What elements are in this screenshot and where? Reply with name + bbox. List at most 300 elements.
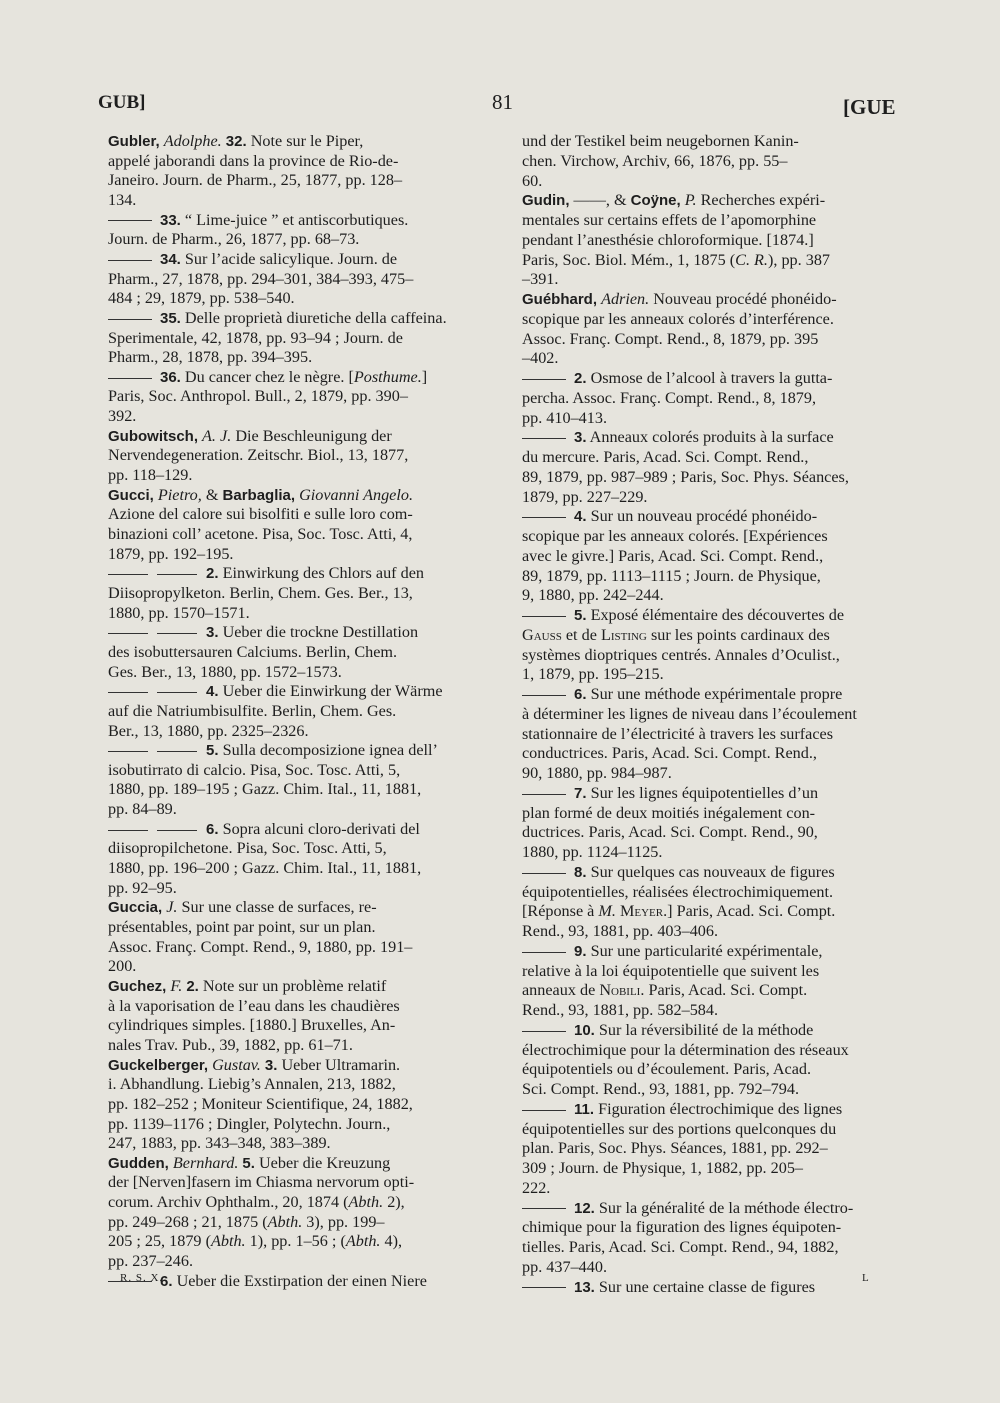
ditto-dash [108, 368, 160, 386]
bold-heading: 6. [574, 686, 587, 703]
text-line [522, 546, 823, 566]
text-line [522, 1059, 811, 1079]
ditto-dash [108, 250, 160, 268]
bold-heading: 3. [264, 1056, 278, 1074]
text-span: Paris, Acad. Sci. Compt. [644, 981, 808, 1000]
text-line [522, 1158, 803, 1178]
italic-text: M. [598, 902, 616, 921]
text-line [522, 1217, 841, 1237]
text-line [108, 799, 177, 819]
text-span: Sur l’acide salicylique. Journ. de [180, 249, 398, 268]
text-span: Assoc. Franç. Compt. Rend., 8, 1879, pp. 395 [522, 329, 819, 348]
text-line [522, 961, 819, 981]
ditto-dash [522, 1100, 574, 1118]
text-span: mentales sur certains effets de l’apomorphine [522, 211, 817, 229]
text-line [522, 1237, 839, 1257]
text-span: 4), [380, 1232, 403, 1251]
text-span: 222. [522, 1178, 551, 1197]
text-span: du mercure. Paris, Acad. Sci. Compt. Rend., [522, 448, 809, 466]
text-line [522, 427, 834, 448]
text-line [108, 347, 312, 367]
ditto-dash [108, 682, 206, 700]
text-span: pp. 118–129. [108, 466, 193, 485]
text-line [108, 504, 413, 524]
text-line [108, 1055, 400, 1076]
text-line [108, 288, 295, 308]
text-span: ] [421, 367, 428, 386]
text-span: 247, 1883, pp. 343–348, 383–389. [108, 1134, 331, 1153]
bold-heading: 35. [160, 309, 181, 327]
text-line [522, 605, 844, 626]
text-span: & [201, 485, 223, 504]
text-line [522, 822, 818, 842]
text-span: pp. 437–440. [522, 1257, 607, 1276]
ditto-dash [108, 564, 206, 582]
bold-heading: 2. [574, 370, 587, 387]
bold-heading: 4. [206, 683, 219, 701]
bold-heading: 3. [574, 429, 587, 447]
text-span: Note sur le Piper, [246, 132, 364, 150]
text-line [108, 563, 424, 584]
text-line [108, 721, 309, 741]
text-line [108, 701, 396, 721]
text-line [522, 862, 835, 883]
text-span: Recherches expéri- [696, 191, 826, 210]
text-line [108, 603, 250, 623]
ditto-dash [522, 606, 574, 624]
text-span: 89, 1879, pp. 1113–1115 ; Journ. de Physique, [522, 566, 821, 585]
text-line [108, 1212, 385, 1232]
text-span: 1), pp. 1–56 ; ( [245, 1232, 346, 1251]
text-line [522, 921, 718, 941]
footer-sheet-letter: L [862, 1272, 870, 1284]
text-line [108, 1074, 396, 1094]
text-line [108, 1251, 193, 1271]
text-line [522, 388, 816, 408]
text-line [108, 642, 397, 662]
text-span: conductrices. Paris, Acad. Sci. Compt. Rend., [522, 744, 817, 763]
text-line [108, 1231, 402, 1251]
text-span: à la vaporisation de l’eau dans les chaudières [108, 996, 400, 1015]
text-line [108, 1094, 413, 1114]
bold-heading: 13. [574, 1278, 595, 1296]
bold-heading: Gubowitsch, [108, 427, 198, 445]
text-span: Assoc. Franç. Compt. Rend., 9, 1880, pp. 191– [108, 937, 413, 956]
ditto-dash [522, 863, 574, 881]
text-line [108, 956, 136, 976]
text-line [522, 684, 842, 705]
text-span: 2), [383, 1193, 405, 1212]
text-line [108, 760, 400, 780]
text-line [108, 1192, 405, 1212]
text-line [522, 289, 837, 310]
text-line [522, 1257, 607, 1277]
text-line [522, 704, 857, 724]
italic-text: P. [684, 191, 697, 210]
text-span: Sur une certaine classe de figures [594, 1277, 816, 1296]
text-span: Rend., 93, 1881, pp. 403–406. [522, 922, 719, 940]
text-line [108, 838, 387, 858]
text-span: 309 ; Journ. de Physique, 1, 1882, pp. 205– [522, 1159, 804, 1177]
text-span: appelé jaborandi dans la province de Rio-de- [108, 151, 399, 170]
text-line [522, 1099, 842, 1120]
small-caps-name: Listing [600, 625, 647, 644]
text-span: 9, 1880, pp. 242–244. [522, 586, 664, 605]
text-line [522, 1198, 853, 1219]
text-span: 89, 1879, pp. 987–989 ; Paris, Soc. Phys. Séances, [522, 467, 849, 486]
text-span: scopique par les anneaux colorés d’interférence. [522, 309, 834, 328]
text-span: 1879, pp. 192–195. [108, 544, 234, 563]
text-span: 1880, pp. 189–195 ; Gazz. Chim. Ital., 11, 1881, [108, 780, 422, 799]
text-line [522, 368, 832, 389]
text-span: électrochimique pour la détermination des réseaux [522, 1040, 849, 1059]
text-line [522, 803, 815, 823]
text-span: Ueber Ultramarin. [277, 1055, 401, 1074]
text-span: 1, 1879, pp. 195–215. [522, 665, 664, 684]
text-span: diisopropilchetone. Pisa, Soc. Tosc. Atti, 5, [108, 839, 387, 858]
text-line [522, 842, 662, 862]
italic-text: Pietro, [157, 485, 202, 504]
text-line [108, 819, 420, 840]
text-line [108, 1133, 331, 1153]
text-span: ductrices. Paris, Acad. Sci. Compt. Rend., 90, [522, 823, 818, 842]
text-span: isobutirrato di calcio. Pisa, Soc. Tosc. Atti, 5, [108, 760, 401, 779]
text-span: plan formé de deux moitiés inégalement con- [522, 803, 816, 822]
text-span: pp. 84–89. [108, 800, 177, 819]
text-line [522, 210, 816, 230]
bold-heading: 33. [160, 211, 181, 229]
text-span: Einwirkung des Chlors auf den [218, 564, 424, 583]
text-line [522, 1020, 813, 1041]
text-line [522, 585, 664, 605]
text-line [108, 445, 408, 465]
text-line [522, 131, 799, 151]
ditto-dash [522, 1021, 574, 1039]
bold-heading: Coÿne, [630, 192, 681, 210]
text-span: et de [561, 625, 601, 644]
text-span: sur les points cardinaux des [646, 625, 830, 644]
text-span: présentables, point par point, sur un plan. [108, 918, 376, 936]
text-line [108, 269, 413, 289]
text-line [108, 1015, 395, 1035]
bold-heading: 7. [574, 784, 587, 802]
text-line [108, 1035, 353, 1055]
italic-text: Gustav. [212, 1055, 261, 1074]
text-line [108, 858, 421, 878]
text-line [108, 740, 438, 761]
text-line [522, 506, 817, 527]
ditto-dash [522, 1278, 574, 1296]
text-line [522, 1138, 828, 1158]
bold-heading: 12. [574, 1199, 595, 1217]
text-line [522, 190, 825, 211]
text-span: 3), pp. 199– [302, 1212, 385, 1231]
italic-text: Abth. [267, 1212, 303, 1231]
text-span: à déterminer les lignes de niveau dans l’écoulement [522, 704, 857, 723]
text-span: 200. [108, 957, 137, 976]
bold-heading: Guébhard, [522, 291, 598, 308]
text-span: Diisopropylketon. Berlin, Chem. Ges. Ber., 13, [108, 583, 413, 602]
italic-text: Posthume. [353, 367, 422, 386]
italic-text: Bernhard. [172, 1153, 239, 1172]
small-caps-name: Meyer. [620, 902, 668, 921]
text-span: und der Testikel beim neugebornen Kanin- [522, 132, 799, 150]
ditto-dash [522, 685, 574, 703]
bold-heading: 3. [206, 624, 219, 642]
text-span: Sulla decomposizione ignea dell’ [218, 741, 438, 760]
text-span: Paris, Soc. Biol. Mém., 1, 1875 ( [522, 250, 736, 269]
text-line [108, 465, 192, 485]
text-line [108, 1172, 414, 1192]
bold-heading: 5. [242, 1154, 255, 1172]
text-span: 484 ; 29, 1879, pp. 538–540. [108, 289, 295, 308]
ditto-dash [522, 428, 574, 446]
text-span: pp. 182–252 ; Moniteur Scientifique, 24, 1882, [108, 1094, 413, 1113]
text-line [108, 681, 443, 702]
text-line [522, 348, 558, 368]
header-left: GUB] [98, 92, 146, 113]
text-line [108, 622, 418, 643]
text-line [108, 897, 377, 918]
text-span: Exposé élémentaire des découvertes de [586, 606, 845, 624]
bold-heading: 5. [574, 607, 587, 624]
text-span: Die Beschleunigung der [231, 426, 392, 445]
bold-heading: 36. [160, 368, 181, 386]
text-line [108, 151, 398, 171]
text-span: corum. Archiv Ophthalm., 20, 1874 ( [108, 1193, 349, 1212]
text-span: Delle proprietà diuretiche della caffeina. [180, 308, 447, 327]
text-span: Pharm., 27, 1878, pp. 294–301, 384–393, 475– [108, 269, 414, 288]
text-line [522, 329, 818, 349]
bold-heading: Gubler, [108, 133, 160, 150]
text-line [108, 328, 403, 348]
italic-text: Adrien. [601, 290, 650, 308]
text-span: équipotentiels ou d’écoulement. Paris, Acad. [522, 1060, 812, 1079]
text-span: ), pp. 387 [767, 250, 831, 269]
text-span: Sur la réversibilité de la méthode [594, 1020, 814, 1039]
text-span: anneaux de [522, 981, 600, 1000]
bold-heading: 9. [574, 942, 587, 960]
italic-text: Giovanni Angelo. [299, 485, 413, 504]
bold-heading: Barbaglia, [222, 486, 296, 504]
text-line [108, 1114, 390, 1134]
text-line [522, 664, 664, 684]
text-span: Pharm., 28, 1878, pp. 394–395. [108, 348, 313, 367]
ditto-dash [108, 741, 206, 759]
bold-heading: 4. [574, 508, 587, 526]
text-span: Ber., 13, 1880, pp. 2325–2326. [108, 721, 309, 740]
ditto-dash [522, 369, 574, 387]
text-span: scopique par les anneaux colorés. [Expériences [522, 527, 828, 545]
text-span: stationnaire de l’électricité à travers les surfaces [522, 724, 834, 743]
text-line [108, 308, 447, 329]
text-span: pendant l’anesthésie chloroformique. [1874.] [522, 230, 814, 249]
text-line [108, 544, 233, 564]
text-line [522, 783, 818, 804]
text-line [108, 210, 408, 231]
text-line [522, 487, 647, 507]
text-span: des isobuttersauren Calciums. Berlin, Chem. [108, 642, 398, 661]
text-span: tielles. Paris, Acad. Sci. Compt. Rend., 94, 1882, [522, 1238, 839, 1256]
text-span: –402. [522, 349, 559, 368]
bold-heading: 10. [574, 1021, 595, 1039]
bold-heading: Guchez, [108, 977, 167, 995]
bold-heading: 8. [574, 863, 587, 881]
text-line [522, 230, 814, 250]
text-line [108, 190, 136, 210]
text-span: 1880, pp. 1570–1571. [108, 603, 250, 622]
italic-text: A. J. [202, 426, 232, 445]
footer-signature: R. S. X. [120, 1272, 164, 1284]
small-caps-name: Nobili. [599, 981, 645, 1000]
text-line [522, 408, 607, 428]
italic-text: Abth. [345, 1232, 381, 1251]
bold-heading: Guckelberger, [108, 1056, 209, 1074]
text-span: Sperimentale, 42, 1878, pp. 93–94 ; Journ. de [108, 328, 403, 347]
text-line [522, 941, 822, 962]
bold-heading: Gudin, [522, 192, 570, 210]
text-line [108, 779, 421, 799]
text-span: binazioni coll’ acetone. Pisa, Soc. Tosc. Atti, 4, [108, 525, 413, 543]
text-span: relative à la loi équipotentielle que suivent les [522, 961, 820, 980]
text-span: Sur une particularité expérimentale, [586, 941, 823, 960]
text-span: équipotentielles, réalisées électrochimiquement. [522, 882, 834, 901]
text-line [108, 662, 342, 682]
text-line [108, 583, 413, 603]
text-line [108, 878, 177, 898]
text-span: équipotentielles sur des portions quelconques du [522, 1119, 837, 1138]
text-line [108, 170, 402, 190]
text-line [108, 426, 392, 447]
italic-text: Abth. [210, 1232, 246, 1251]
text-span: –391. [522, 270, 559, 289]
text-span: Osmose de l’alcool à travers la gutta- [586, 369, 833, 387]
text-span: plan. Paris, Soc. Phys. Séances, 1881, pp. 292– [522, 1139, 828, 1158]
bold-heading: Guccia, [108, 899, 163, 917]
ditto-dash [522, 1199, 574, 1217]
text-line [108, 996, 400, 1016]
text-span: chimique pour la figuration des lignes équipoten- [522, 1218, 842, 1237]
text-line [522, 526, 828, 546]
text-span: Sur une méthode expérimentale propre [586, 685, 843, 703]
bold-heading: 11. [574, 1100, 595, 1118]
text-line [522, 269, 558, 289]
bold-heading: 5. [206, 742, 219, 760]
text-span: Note sur un problème relatif [198, 976, 387, 995]
text-span: systèmes dioptriques centrés. Annales d’Oculist., [522, 645, 840, 664]
text-line [522, 1040, 849, 1060]
bold-heading: 32. [225, 133, 247, 150]
text-span: Sci. Compt. Rend., 93, 1881, pp. 792–794. [522, 1080, 799, 1098]
text-line [522, 151, 787, 171]
text-span: 134. [108, 190, 137, 209]
text-span: pp. 237–246. [108, 1252, 193, 1271]
text-line [522, 1178, 550, 1198]
ditto-dash [522, 784, 574, 802]
text-span: ——, & [569, 191, 631, 210]
text-span: ] Paris, Acad. Sci. Compt. [667, 902, 836, 921]
text-span: avec le givre.] Paris, Acad. Sci. Compt. Rend., [522, 546, 824, 565]
bold-heading: 2. [206, 565, 219, 583]
text-span: Sopra alcuni cloro-derivati del [218, 819, 420, 838]
text-span: cylindriques simples. [1880.] Bruxelles, An- [108, 1016, 396, 1035]
text-span: 90, 1880, pp. 984–987. [522, 764, 672, 782]
text-line [522, 724, 833, 744]
text-span: Ueber die Kreuzung [254, 1153, 391, 1172]
text-span: Journ. de Pharm., 26, 1877, pp. 68–73. [108, 230, 360, 249]
text-span: 60. [522, 171, 543, 190]
text-span: Nervendegeneration. Zeitschr. Biol., 13, 1877, [108, 446, 409, 465]
text-span: pp. 92–95. [108, 878, 177, 897]
italic-text: J. [166, 898, 178, 917]
text-line [108, 406, 136, 426]
text-line [108, 976, 386, 997]
text-line [522, 645, 840, 665]
text-line [522, 309, 834, 329]
bold-heading: 2. [186, 977, 199, 995]
text-line [108, 917, 376, 937]
text-line [108, 229, 359, 249]
text-span: 1880, pp. 1124–1125. [522, 843, 663, 861]
text-span: 392. [108, 407, 137, 426]
text-span: pp. 410–413. [522, 408, 607, 427]
ditto-dash [522, 942, 574, 960]
text-span: nales Trav. Pub., 39, 1882, pp. 61–71. [108, 1035, 353, 1054]
text-line [522, 1277, 815, 1298]
text-span: Ges. Ber., 13, 1880, pp. 1572–1573. [108, 662, 342, 681]
text-span: Paris, Soc. Anthropol. Bull., 2, 1879, pp. 390– [108, 387, 408, 406]
text-span: Ueber die Exstirpation der einen Niere [172, 1271, 427, 1290]
text-span: Azione del calore sui bisolfiti e sulle loro com- [108, 505, 413, 524]
text-line [522, 763, 672, 783]
small-caps-name: Gauss [522, 625, 562, 644]
text-line [108, 386, 408, 406]
text-span: Sur un nouveau procédé phonéido- [586, 507, 818, 526]
text-span: pp. 1139–1176 ; Dingler, Polytechn. Journ., [108, 1114, 391, 1133]
text-line [108, 937, 412, 957]
text-line [522, 1000, 718, 1020]
text-span: Du cancer chez le nègre. [ [180, 367, 354, 386]
text-span: Sur quelques cas nouveaux de figures [586, 862, 835, 881]
text-line [522, 171, 542, 191]
bold-heading: 34. [160, 250, 181, 268]
text-line [108, 485, 413, 506]
text-line [108, 1153, 390, 1174]
ditto-dash [108, 309, 160, 327]
text-line [522, 1079, 799, 1099]
text-span: Sur une classe de surfaces, re- [177, 898, 377, 917]
header-right: [GUE [843, 95, 896, 119]
text-span: Figuration électrochimique des lignes [594, 1099, 843, 1118]
text-span: Rend., 93, 1881, pp. 582–584. [522, 1001, 719, 1019]
text-span: 205 ; 25, 1879 ( [108, 1232, 211, 1251]
text-line [522, 901, 835, 921]
page-number: 81 [492, 90, 513, 114]
text-span: Anneaux colorés produits à la surface [586, 428, 834, 447]
text-line [522, 882, 833, 902]
text-line [108, 249, 397, 270]
ditto-dash [108, 211, 160, 229]
text-span: Ueber die Einwirkung der Wärme [218, 682, 443, 701]
text-line [522, 1119, 836, 1139]
text-line [108, 367, 427, 388]
bold-heading: Gudden, [108, 1154, 169, 1172]
bold-heading: Gucci, [108, 486, 154, 504]
italic-text: Adolphe. [163, 132, 222, 150]
ditto-dash [522, 507, 574, 525]
text-span: Nouveau procédé phonéido- [649, 290, 837, 308]
text-span: Sur la généralité de la méthode électro- [594, 1198, 854, 1217]
